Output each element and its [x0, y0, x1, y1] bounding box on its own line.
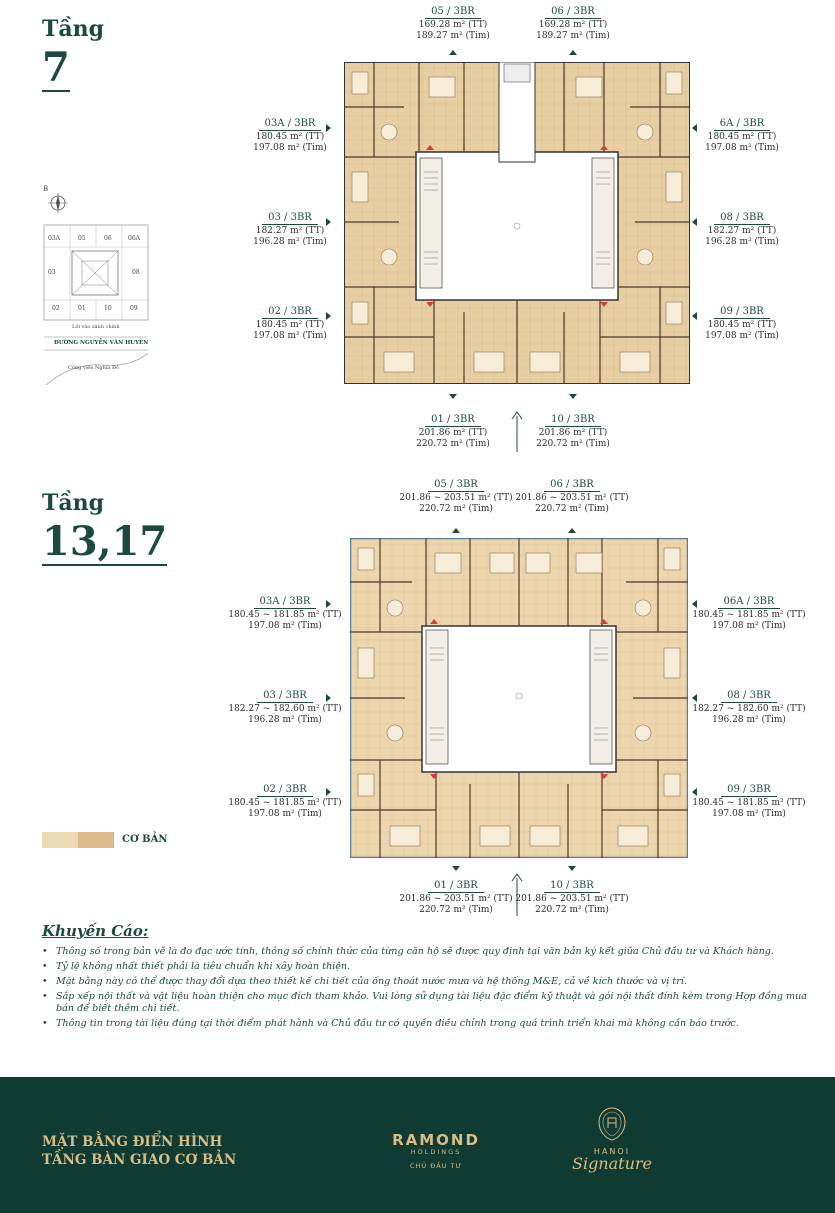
- unit-area-tt: 182.27 ~ 182.60 m² (TT): [228, 704, 342, 714]
- arrow-down-icon: [569, 394, 577, 399]
- unit-area-tt: 180.45 ~ 181.85 m² (TT): [228, 798, 342, 808]
- unit-area-tt: 169.28 m² (TT): [418, 20, 488, 30]
- ramond-role: CHỦ ĐẦU TƯ: [409, 1162, 463, 1170]
- signature-name: Signature: [571, 1154, 652, 1173]
- ramond-sub: HOLDINGS: [410, 1148, 462, 1156]
- key-cell-10: 10: [104, 305, 112, 312]
- arrow-up-icon: [569, 50, 577, 55]
- unit-06a-f13: [690, 596, 808, 632]
- disclaimer-title: Khuyến Cáo:: [42, 922, 149, 940]
- arrow-left-icon: [692, 694, 697, 702]
- unit-code: 03A / 3BR: [254, 596, 317, 609]
- key-cell-08: 08: [132, 269, 140, 276]
- unit-area-tim: 220.72 m² (Tim): [536, 439, 610, 449]
- key-cell-06: 06: [104, 235, 112, 242]
- key-plan-drawing: [42, 185, 150, 385]
- ramond-logo: [384, 1131, 488, 1170]
- footer-title-line1: MẶT BẰNG ĐIỂN HÌNH: [42, 1134, 223, 1150]
- unit-05-f7: [408, 6, 498, 42]
- disclaimer-item: • Mặt bằng này có thể được thay đổi dựa theo thiết kế chi tiết của ống thoát nước mưa và hệ thống M&E, cả về kích thước và vị trí.: [56, 976, 810, 988]
- unit-area-tim: 196.28 m² (Tim): [705, 237, 779, 247]
- unit-code: 03 / 3BR: [262, 212, 318, 225]
- unit-6a-f7: [694, 118, 790, 154]
- unit-area-tt: 201.86 ~ 203.51 m² (TT): [399, 894, 513, 904]
- compass-icon: [48, 193, 68, 213]
- unit-area-tim: 197.08 m² (Tim): [705, 143, 779, 153]
- legend-swatch-light: [42, 832, 78, 848]
- unit-code: 06A / 3BR: [718, 596, 781, 609]
- signature-top: HANOI: [593, 1147, 631, 1156]
- unit-03-f7: [242, 212, 338, 248]
- unit-09-f7: [694, 306, 790, 342]
- footer-title: [42, 1133, 236, 1169]
- entrance-arrow-icon: [510, 410, 524, 454]
- disclaimer-item: • Tỷ lệ không nhất thiết phải là tiêu chuẩn khi xây hoàn thiện.: [56, 961, 810, 973]
- arrow-left-icon: [692, 124, 697, 132]
- floor-label: Tầng: [42, 490, 105, 516]
- footer-title-line2: TẦNG BÀN GIAO CƠ BẢN: [42, 1152, 237, 1168]
- unit-area-tim: 197.08 m² (Tim): [253, 143, 327, 153]
- unit-area-tim: 220.72 m² (Tim): [419, 504, 493, 514]
- unit-area-tim: 220.72 m² (Tim): [419, 905, 493, 915]
- unit-code: 01 / 3BR: [425, 414, 481, 427]
- floor-number: 13,17: [42, 518, 168, 565]
- unit-09-f13: [690, 784, 808, 820]
- legend-label: CƠ BẢN: [122, 834, 168, 845]
- unit-area-tim: 196.28 m² (Tim): [253, 237, 327, 247]
- arrow-left-icon: [692, 218, 697, 226]
- unit-02-f7: [242, 306, 338, 342]
- arrow-left-icon: [692, 312, 697, 320]
- arrow-down-icon: [452, 866, 460, 871]
- arrow-right-icon: [326, 124, 331, 132]
- arrow-right-icon: [326, 788, 331, 796]
- unit-area-tim: 189.27 m² (Tim): [536, 31, 610, 41]
- floor-7-plan: [344, 62, 690, 384]
- floor-13-17-plan: [350, 538, 688, 858]
- unit-area-tt: 169.28 m² (TT): [538, 20, 608, 30]
- arrow-right-icon: [326, 218, 331, 226]
- unit-08-f7: [694, 212, 790, 248]
- key-cell-03a: 03A: [48, 235, 60, 242]
- unit-area-tim: 220.72 m² (Tim): [416, 439, 490, 449]
- unit-area-tt: 180.45 m² (TT): [707, 320, 777, 330]
- floor-label: Tầng: [42, 16, 105, 42]
- unit-10-f7: [528, 414, 618, 450]
- unit-06-f7: [528, 6, 618, 42]
- unit-area-tim: 197.08 m² (Tim): [248, 809, 322, 819]
- unit-code: 03A / 3BR: [259, 118, 322, 131]
- compass-label: B: [43, 185, 49, 193]
- unit-code: 05 / 3BR: [425, 6, 481, 19]
- unit-area-tt: 201.86 m² (TT): [418, 428, 488, 438]
- legend-swatch-dark: [78, 832, 114, 848]
- unit-code: 06 / 3BR: [544, 479, 600, 492]
- unit-code: 02 / 3BR: [262, 306, 318, 319]
- signature-logo: [566, 1107, 658, 1172]
- disclaimer-item: • Sắp xếp nội thất và vật liệu hoàn thiện cho mục đích tham khảo. Vui lòng sử dụng tài liệu đặc điểm kỹ thuật và gói nội thất đính kèm trong Hợp đồng mua bán để biết thêm chi tiết.: [56, 991, 810, 1015]
- unit-10-f13: [514, 880, 630, 916]
- arrow-up-icon: [449, 50, 457, 55]
- unit-area-tim: 189.27 m² (Tim): [416, 31, 490, 41]
- unit-area-tt: 201.86 ~ 203.51 m² (TT): [399, 493, 513, 503]
- disclaimer-item: • Thông tin trong tài liệu đúng tại thời điểm phát hành và Chủ đầu tư có quyền điều chỉnh trong quá trình triển khai mà không cần báo trước.: [56, 1018, 810, 1030]
- unit-code: 10 / 3BR: [545, 414, 601, 427]
- unit-area-tim: 197.08 m² (Tim): [253, 331, 327, 341]
- unit-area-tim: 196.28 m² (Tim): [248, 715, 322, 725]
- key-plan: [42, 185, 150, 385]
- arrow-right-icon: [326, 600, 331, 608]
- unit-area-tt: 180.45 ~ 181.85 m² (TT): [228, 610, 342, 620]
- arrow-down-icon: [568, 866, 576, 871]
- unit-03a-f7: [242, 118, 338, 154]
- unit-code: 09 / 3BR: [721, 784, 777, 797]
- unit-area-tim: 197.08 m² (Tim): [712, 809, 786, 819]
- unit-area-tt: 182.27 ~ 182.60 m² (TT): [692, 704, 806, 714]
- unit-area-tt: 180.45 m² (TT): [255, 132, 325, 142]
- key-cell-03: 03: [48, 269, 56, 276]
- unit-area-tim: 197.08 m² (Tim): [705, 331, 779, 341]
- unit-06-f13: [514, 479, 630, 515]
- footer: [0, 1077, 835, 1213]
- unit-area-tt: 180.45 ~ 181.85 m² (TT): [692, 610, 806, 620]
- arrow-left-icon: [692, 788, 697, 796]
- unit-area-tim: 197.08 m² (Tim): [248, 621, 322, 631]
- unit-area-tt: 201.86 m² (TT): [538, 428, 608, 438]
- floor-7-title: [42, 16, 104, 92]
- unit-area-tt: 180.45 m² (TT): [707, 132, 777, 142]
- unit-area-tim: 220.72 m² (Tim): [535, 504, 609, 514]
- unit-code: 10 / 3BR: [544, 880, 600, 893]
- unit-area-tim: 196.28 m² (Tim): [712, 715, 786, 725]
- disclaimer-list: [30, 946, 810, 1030]
- key-cell-01: 01: [78, 305, 86, 312]
- key-cell-05: 05: [78, 235, 86, 242]
- ramond-name: RAMOND: [392, 1131, 480, 1149]
- arrow-right-icon: [326, 312, 331, 320]
- key-cell-09: 09: [130, 305, 138, 312]
- unit-area-tim: 220.72 m² (Tim): [535, 905, 609, 915]
- arrow-up-icon: [568, 528, 576, 533]
- arrow-left-icon: [692, 600, 697, 608]
- key-cell-02: 02: [52, 305, 60, 312]
- unit-01-f7: [408, 414, 498, 450]
- arrow-down-icon: [449, 394, 457, 399]
- disclaimer-item: • Thông số trong bản vẽ là đo đạc ước tính, thông số chính thức của từng căn hộ sẽ được quy định tại văn bản ký kết giữa Chủ đầu tư và Khách hàng.: [56, 946, 810, 958]
- unit-area-tt: 180.45 ~ 181.85 m² (TT): [692, 798, 806, 808]
- unit-05-f13: [398, 479, 514, 515]
- unit-01-f13: [398, 880, 514, 916]
- arrow-up-icon: [452, 528, 460, 533]
- floor-number: 7: [42, 44, 70, 91]
- unit-area-tt: 182.27 m² (TT): [255, 226, 325, 236]
- unit-area-tt: 180.45 m² (TT): [255, 320, 325, 330]
- unit-code: 08 / 3BR: [714, 212, 770, 225]
- unit-code: 02 / 3BR: [257, 784, 313, 797]
- unit-code: 08 / 3BR: [721, 690, 777, 703]
- floor-13-17-title: [42, 490, 167, 566]
- unit-area-tim: 197.08 m² (Tim): [712, 621, 786, 631]
- unit-code: 05 / 3BR: [428, 479, 484, 492]
- unit-code: 01 / 3BR: [428, 880, 484, 893]
- key-street: ĐƯỜNG NGUYỄN VĂN HUYÊN: [54, 340, 149, 346]
- key-entrance: Lối vào sảnh chính: [72, 324, 120, 330]
- signature-emblem-icon: [597, 1107, 627, 1141]
- unit-code: 06 / 3BR: [545, 6, 601, 19]
- unit-code: 09 / 3BR: [714, 306, 770, 319]
- unit-code: 6A / 3BR: [714, 118, 771, 131]
- unit-area-tt: 201.86 ~ 203.51 m² (TT): [515, 493, 629, 503]
- entrance-arrow-icon: [510, 872, 524, 918]
- key-park: Công viên Nghĩa Đô: [68, 365, 120, 371]
- disclaimer: [30, 922, 810, 1033]
- unit-code: 03 / 3BR: [257, 690, 313, 703]
- unit-08-f13: [690, 690, 808, 726]
- unit-area-tt: 182.27 m² (TT): [707, 226, 777, 236]
- arrow-right-icon: [326, 694, 331, 702]
- unit-area-tt: 201.86 ~ 203.51 m² (TT): [515, 894, 629, 904]
- key-cell-06a: 06A: [128, 235, 140, 242]
